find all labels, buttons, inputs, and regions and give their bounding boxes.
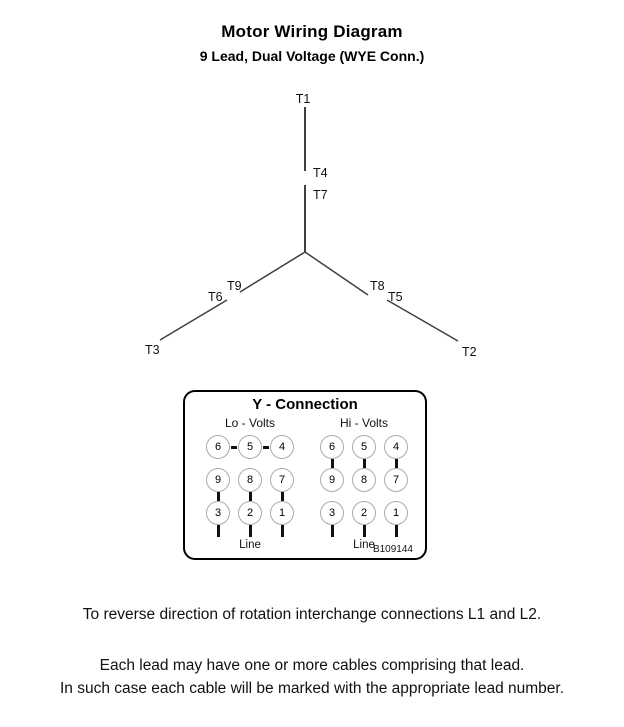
note-reverse-rotation: To reverse direction of rotation interchange connections L1 and L2.: [82, 606, 542, 623]
hi-row-2: [320, 468, 408, 492]
gap: [230, 501, 238, 525]
terminal-circle: 1: [384, 501, 408, 525]
lo-line-label: Line: [239, 539, 261, 551]
gap: [262, 501, 270, 525]
hi-volts-label: Hi - Volts: [339, 416, 388, 430]
lead-label-t7: T7: [313, 188, 328, 202]
note-cables-line1: Each lead may have one or more cables comprising that lead.: [99, 657, 525, 674]
terminal-circle: 6: [206, 435, 230, 459]
lead-label-t5: T5: [388, 290, 403, 304]
terminal-circle: 4: [270, 435, 294, 459]
note-cables: [0, 654, 624, 700]
line-lead-bar: [352, 525, 376, 537]
hi-links-row1-row2: [320, 459, 408, 468]
hi-row-3: [320, 501, 408, 525]
lo-links-row2-row3: [206, 492, 294, 501]
terminal-circle: 7: [270, 468, 294, 492]
lead-label-t3: T3: [145, 343, 160, 357]
terminal-circle: 3: [320, 501, 344, 525]
diagram-title: Motor Wiring Diagram: [221, 22, 403, 41]
note-cables-line2: In such case each cable will be marked with the appropriate lead number.: [59, 680, 565, 697]
lead-label-t8: T8: [370, 279, 385, 293]
lead-line-junction-t8: [305, 252, 368, 295]
tie-bar-9-3: [206, 492, 230, 501]
gap: [344, 435, 352, 459]
hi-row-1: [320, 435, 408, 459]
tie-bar-6-9: [320, 459, 344, 468]
terminal-circle: 2: [352, 501, 376, 525]
lead-line-t6-t3: [160, 300, 227, 340]
tie-bar-6-5: [230, 435, 238, 459]
lo-volts-column: [206, 416, 294, 551]
line-lead-bar: [320, 525, 344, 537]
gap: [344, 501, 352, 525]
tie-bar-7-1: [270, 492, 294, 501]
lead-line-t5-t2: [387, 300, 458, 341]
terminal-circle: 1: [270, 501, 294, 525]
diagram-subtitle: 9 Lead, Dual Voltage (WYE Conn.): [199, 48, 425, 64]
lo-row-1: [206, 435, 294, 459]
hi-line-label: Line: [353, 539, 375, 551]
y-connection-box: [183, 390, 427, 560]
lead-label-t1: T1: [295, 92, 311, 106]
terminal-circle: 4: [384, 435, 408, 459]
line-lead-bar: [206, 525, 230, 537]
lead-label-t4: T4: [313, 166, 328, 180]
line-lead-bar: [270, 525, 294, 537]
tie-bar-5-8: [352, 459, 376, 468]
no-link: [352, 492, 376, 501]
terminal-circle: 9: [320, 468, 344, 492]
tie-bar-4-7: [384, 459, 408, 468]
terminal-circle: 7: [384, 468, 408, 492]
lo-links-row1-row2: [206, 459, 294, 468]
lo-row-2: [206, 468, 294, 492]
hi-volts-column: [320, 416, 408, 551]
gap: [376, 468, 384, 492]
no-link: [270, 459, 294, 468]
tie-bar-5-4: [262, 435, 270, 459]
no-link: [238, 459, 262, 468]
terminal-circle: 5: [238, 435, 262, 459]
tie-bar-8-2: [238, 492, 262, 501]
no-link: [320, 492, 344, 501]
no-link: [206, 459, 230, 468]
line-lead-bar: [384, 525, 408, 537]
no-link: [384, 492, 408, 501]
lo-volts-label: Lo - Volts: [224, 416, 276, 430]
hi-line-leads: [320, 525, 408, 537]
lead-label-t2: T2: [462, 345, 477, 359]
gap: [376, 435, 384, 459]
terminal-circle: 9: [206, 468, 230, 492]
gap: [344, 468, 352, 492]
lo-line-leads: [206, 525, 294, 537]
lead-label-t9: T9: [227, 279, 242, 293]
gap: [230, 468, 238, 492]
line-lead-bar: [238, 525, 262, 537]
gap: [262, 468, 270, 492]
terminal-circle: 3: [206, 501, 230, 525]
lead-label-t6: T6: [208, 290, 223, 304]
terminal-circle: 2: [238, 501, 262, 525]
lead-line-junction-t9: [240, 252, 305, 292]
gap: [376, 501, 384, 525]
y-connection-title: Y - Connection: [252, 396, 358, 413]
terminal-circle: 5: [352, 435, 376, 459]
terminal-circle: 8: [238, 468, 262, 492]
hi-links-row2-row3: [320, 492, 408, 501]
lo-row-3: [206, 501, 294, 525]
terminal-circle: 6: [320, 435, 344, 459]
terminal-circle: 8: [352, 468, 376, 492]
drawing-code: B109144: [372, 544, 413, 555]
